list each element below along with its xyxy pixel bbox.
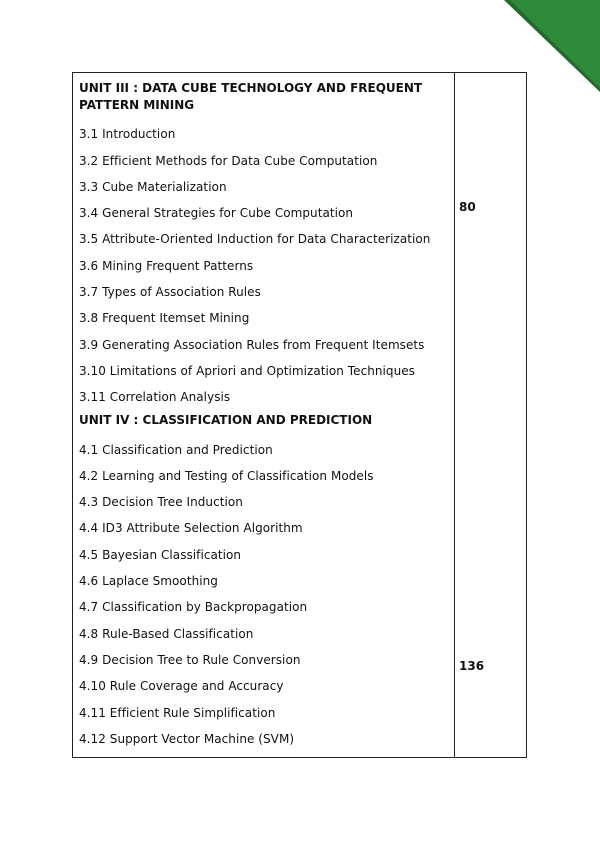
toc-item: 3.6 Mining Frequent Patterns [79, 258, 254, 273]
toc-item: 3.2 Efficient Methods for Data Cube Computation [79, 153, 378, 168]
toc-item: 4.11 Efficient Rule Simplification [79, 705, 276, 720]
toc-item: 4.4 ID3 Attribute Selection Algorithm [79, 521, 303, 536]
unit-title: UNIT III : DATA CUBE TECHNOLOGY AND FREQUENT PATTERN MINING [79, 81, 423, 112]
unit-title: UNIT IV : CLASSIFICATION AND PREDICTION [79, 413, 373, 428]
toc-item: 4.1 Classification and Prediction [79, 442, 273, 457]
toc-item: 3.3 Cube Materialization [79, 179, 227, 194]
toc-item: 4.5 Bayesian Classification [79, 547, 242, 562]
toc-item: 4.2 Learning and Testing of Classification Models [79, 468, 374, 483]
toc-item: 3.5 Attribute-Oriented Induction for Data Characterization [79, 232, 431, 247]
toc-item: 3.4 General Strategies for Cube Computation [79, 206, 354, 221]
table-of-contents [72, 72, 527, 758]
page-number: 136 [459, 659, 485, 673]
toc-item: 3.1 Introduction [79, 127, 176, 142]
toc-item: 4.9 Decision Tree to Rule Conversion [79, 652, 301, 667]
toc-item: 4.12 Support Vector Machine (SVM) [79, 731, 295, 746]
toc-item: 3.7 Types of Association Rules [79, 285, 261, 300]
toc-item: 3.9 Generating Association Rules from Frequent Itemsets [79, 337, 425, 352]
toc-item: 4.10 Rule Coverage and Accuracy [79, 679, 284, 694]
toc-item: 4.8 Rule-Based Classification [79, 626, 254, 641]
toc-item: 4.7 Classification by Backpropagation [79, 600, 308, 615]
toc-item: 3.10 Limitations of Apriori and Optimization Techniques [79, 363, 415, 378]
toc-item: 3.8 Frequent Itemset Mining [79, 311, 250, 326]
toc-item: 4.6 Laplace Smoothing [79, 574, 218, 589]
page-number: 80 [459, 200, 476, 214]
column-divider [454, 73, 455, 757]
toc-item: 3.11 Correlation Analysis [79, 390, 231, 405]
toc-item: 4.3 Decision Tree Induction [79, 495, 243, 510]
toc-content [79, 80, 451, 747]
